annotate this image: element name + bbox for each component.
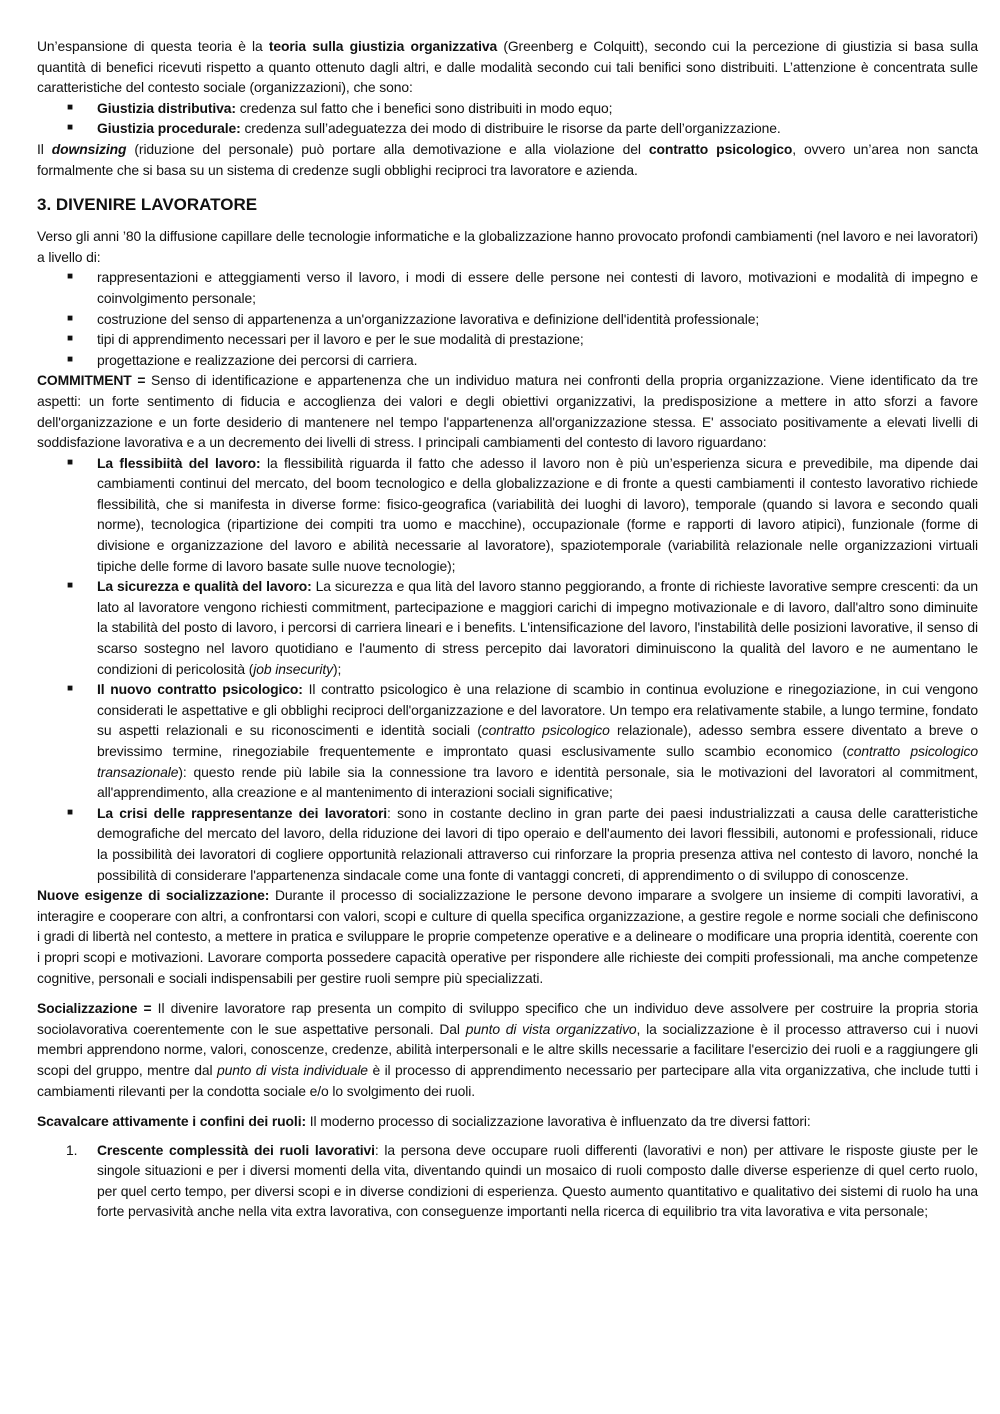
verso-paragraph: Verso gli anni ’80 la diffusione capillare delle tecnologie informatiche e la globalizzazione hanno provocato profondi cambiamenti (nel lavoro e nei lavoratori) a livello di: xyxy=(37,228,978,265)
list-item: 1. Crescente complessità dei ruoli lavorativi: la persona deve occupare ruoli differenti (lavorativi e non) per attivare le risposte giuste per le singole situazioni e per i diversi momenti della vita, diventando quindi un mosaico di ruoli composto dalle diverse esperienze di quel certo ruolo, per quel certo tempo, per diversi scopi e in diverse condizioni di esperienza. Questo aumento quantitativo e qualitativo dei sistemi di ruolo ha una forte pervasività anche nella vita extra lavorativa, con conseguenze importanti nella ricerca di equilibrio tra vita lavorativa e vita personale; xyxy=(66,1141,978,1220)
list-item-contratto: ■ Il nuovo contratto psicologico: Il contratto psicologico è una relazione di scambio in continua evoluzione e rinegoziazione, in cui vengono considerati le aspettative e gli obblighi reciproci dell'organizzazione e del lavoratore. Un tempo era relativamente stabile, a lungo termine, fondato su aspetti relazionali e su riconoscimenti e identità sociali (contratto psicologico relazionale), adesso sembra essere diventato a breve o brevissimo termine, rinegoziabile frequentemente e improntato quasi esclusivamente sullo scambio economico (contratto psicologico transazionale): questo rende più labile sia la connessione tra lavoro e identità personale, sia le motivazioni del lavoratori al commitment, all'apprendimento, alla creazione e al mantenimento di interazioni sociali significative; xyxy=(67,681,978,801)
section-title: 3. DIVENIRE LAVORATORE xyxy=(37,195,258,215)
term-contratto-psicologico: contratto psicologico xyxy=(648,140,793,157)
factors-list xyxy=(37,1140,978,1222)
commitment-paragraph: COMMITMENT = Senso di identificazione e appartenenza che un individuo matura nei confronti della propria organizzazione. Viene identificato da tre aspetti: un forte sentimento di fiducia e accoglienza dei valori e degli obiettivi organizzativi, la predisposizione a mettere in atto sforzi a favore dell'organizzazione e un forte desiderio di mantenere nel tempo l'appartenenza all'organizzazione stessa. E' associato positivamente a elevati livelli di soddisfazione lavorativa e a un decremento dei livelli di stress. I principali cambiamenti del contesto di lavoro riguardano: xyxy=(37,372,978,451)
list-item-flessibilita: ■ La flessibiità del lavoro: la flessibilità riguarda il fatto che adesso il lavoro non è più un’esperienza sicura e prevedibile, ma dipende dai cambiamenti continui del mercato, del boom tecnologico e della globalizzazione e di fronte a questi cambiamenti il contesto lavorativo richiede flessibilità, che si manifesta in diverse forme: fisico-geografica (variabilità dei luoghi di lavoro), temporale (quando si lavora e secondo quali norme), tecnologica (ripartizione dei compiti tra uomo e macchine), occupazionale (forme e rapporti di lavoro atipici), funzionale (forme di divisione e organizzazione del lavoro e abilità necessarie al lavoratore), spaziotemporale (variabilità relazionale nelle organizzazioni virtuali tipiche delle forme di lavoro basate sulle nuove tecnologie); xyxy=(67,454,978,574)
term-giustizia-organizzativa: teoria sulla giustizia organizzativa xyxy=(268,38,498,54)
square-bullet-icon: ■ xyxy=(67,683,73,695)
changes-list xyxy=(37,453,978,885)
list-item: ■ progettazione e realizzazione dei percorsi di carriera. xyxy=(37,350,978,371)
term-downsizing: downsizing xyxy=(51,140,127,157)
square-bullet-icon: ■ xyxy=(67,806,73,818)
list-number: 1. xyxy=(66,1141,78,1158)
levels-list xyxy=(37,267,978,370)
list-item: ■ rappresentazioni e atteggiamenti verso il lavoro, i modi di essere delle persone nei contesti di lavoro, motivazioni e modalità di impegno e coinvolgimento personale; xyxy=(67,269,978,306)
square-bullet-icon: ■ xyxy=(67,333,73,345)
square-bullet-icon: ■ xyxy=(67,101,73,113)
socializzazione-paragraph: Socializzazione = Il divenire lavoratore rap presenta un compito di sviluppo specifico che un individuo deve assolvere per costruire la propria storia sociolavorativa coerentemente con le sue aspettative personali. Dal punto di vista organizzativo, la socializzazione è il processo attraverso cui i nuovi membri apprendono norme, valori, conoscenze, credenze, abilità interpersonali e le altre skills necessarie a facilitare l'esercizio dei ruoli e a raggiungere gli scopi del gruppo, mentre dal punto di vista individuale è il processo di apprendimento necessario per partecipare alla vita organizzativa, che include tutti i cambiamenti rilevanti per la condotta sociale e/o lo svolgimento dei ruoli. xyxy=(37,1000,978,1099)
list-item: ■ Giustizia procedurale: credenza sull’adeguatezza dei modo di distribuire le risorse da parte dell’organizzazione. xyxy=(37,118,978,139)
term-socializzazione: Socializzazione = xyxy=(37,1000,152,1017)
list-item-sicurezza: ■ La sicurezza e qualità del lavoro: La sicurezza e qua lità del lavoro stanno peggiorando, a fronte di richieste lavorative sempre crescenti: da un lato al lavoratore vengono richiesti commitment, partecipazione e maggiori carichi di impegno motivazionale e di lavoro, dall'altro sono diminuite la stabilità del posto di lavoro, i percorsi di carriera lineari e i benefits. L'intensificazione del lavoro, l'instabilità delle posizioni lavorative, il senso di scarso sostegno nel lavoro quotidiano e l'aumento di stress percepito dai lavoratori diminuiscono la qualità del lavoro e ne aumentano le condizioni di pericolosità (job insecurity); xyxy=(67,578,978,677)
needs-paragraph: Nuove esigenze di socializzazione: Durante il processo di socializzazione le persone devono imparare a svolgere un insieme di compiti lavorativi, a interagire e cooperare con altri, a confrontarsi con valori, scopi e culture di quella specifica organizzazione, a gestire regole e norme sociali che definiscono i gradi di libertà nel contesto, a mettere in pratica e sviluppare le proprie competenze operative e a delineare o modificare una propria identità, coerente con i propri scopi e motivazioni. Lavorare comporta possedere capacità operative per rispondere alle richieste dei compiti professionali, ma anche competenze cognitive, personali e sociali indispensabili per gestire ruoli sempre più specializzati. xyxy=(37,887,978,986)
square-bullet-icon: ■ xyxy=(67,122,73,134)
square-bullet-icon: ■ xyxy=(67,353,73,365)
list-item: ■ tipi di apprendimento necessari per il lavoro e per le sue modalità di prestazione; xyxy=(37,329,978,350)
downsizing-paragraph: Il downsizing (riduzione del personale) può portare alla demotivazione e alla violazione del contratto psicologico, ovvero un’area non sancta formalmente che si basa su un sistema di credenze sugli obblighi reciproci tra lavoratore e azienda. xyxy=(37,140,978,178)
list-item-crisi: ■ La crisi delle rappresentanze dei lavoratori: sono in costante declino in gran parte dei paesi industrializzati a causa delle caratteristiche demografiche del mercato del lavoro, della riduzione dei lavori di tipo operaio e dell'aumento dei lavori flessibili, autonomi e professionali, riduce la possibilità dei lavoratori di cogliere opportunità relazionali attraverso cui rinforzare la propria presenza attiva nel contesto di lavoro, nonché la possibilità di considerare l'appartenenza sindacale come una fonte di vantaggi concreti, di apprendimento o di sviluppo di conoscenze. xyxy=(67,804,978,883)
term-nuove-esigenze: Nuove esigenze di socializzazione: xyxy=(37,887,270,904)
term-scavalcare: Scavalcare attivamente i confini dei ruoli: xyxy=(37,1113,306,1130)
intro-paragraph: Un’espansione di questa teoria è la teoria sulla giustizia organizzativa (Greenberg e Colquitt), secondo cui la percezione di giustizia si basa sulla quantità di benefici ricevuti rispetto a quanto ottenuto dagli altri, e dalle modalità secondo cui tali benifici sono distribuiti. L’attenzione è concentrata sulle caratteristiche del contesto sociale (organizzazioni), che sono: xyxy=(37,38,978,96)
square-bullet-icon: ■ xyxy=(67,312,73,324)
scavalcare-paragraph: Scavalcare attivamente i confini dei ruoli: Il moderno processo di socializzazione lavorativa è influenzato da tre diversi fattori: xyxy=(37,1113,811,1130)
square-bullet-icon: ■ xyxy=(67,456,73,468)
list-item: ■ Giustizia distributiva: credenza sul fatto che i benefici sono distribuiti in modo equo; xyxy=(37,98,978,119)
square-bullet-icon: ■ xyxy=(67,271,73,283)
list-item: ■ costruzione del senso di appartenenza a un'organizzazione lavorativa e definizione dell'identità professionale; xyxy=(37,309,978,330)
justice-list xyxy=(37,98,978,139)
square-bullet-icon: ■ xyxy=(67,580,73,592)
term-commitment: COMMITMENT = xyxy=(37,372,146,389)
